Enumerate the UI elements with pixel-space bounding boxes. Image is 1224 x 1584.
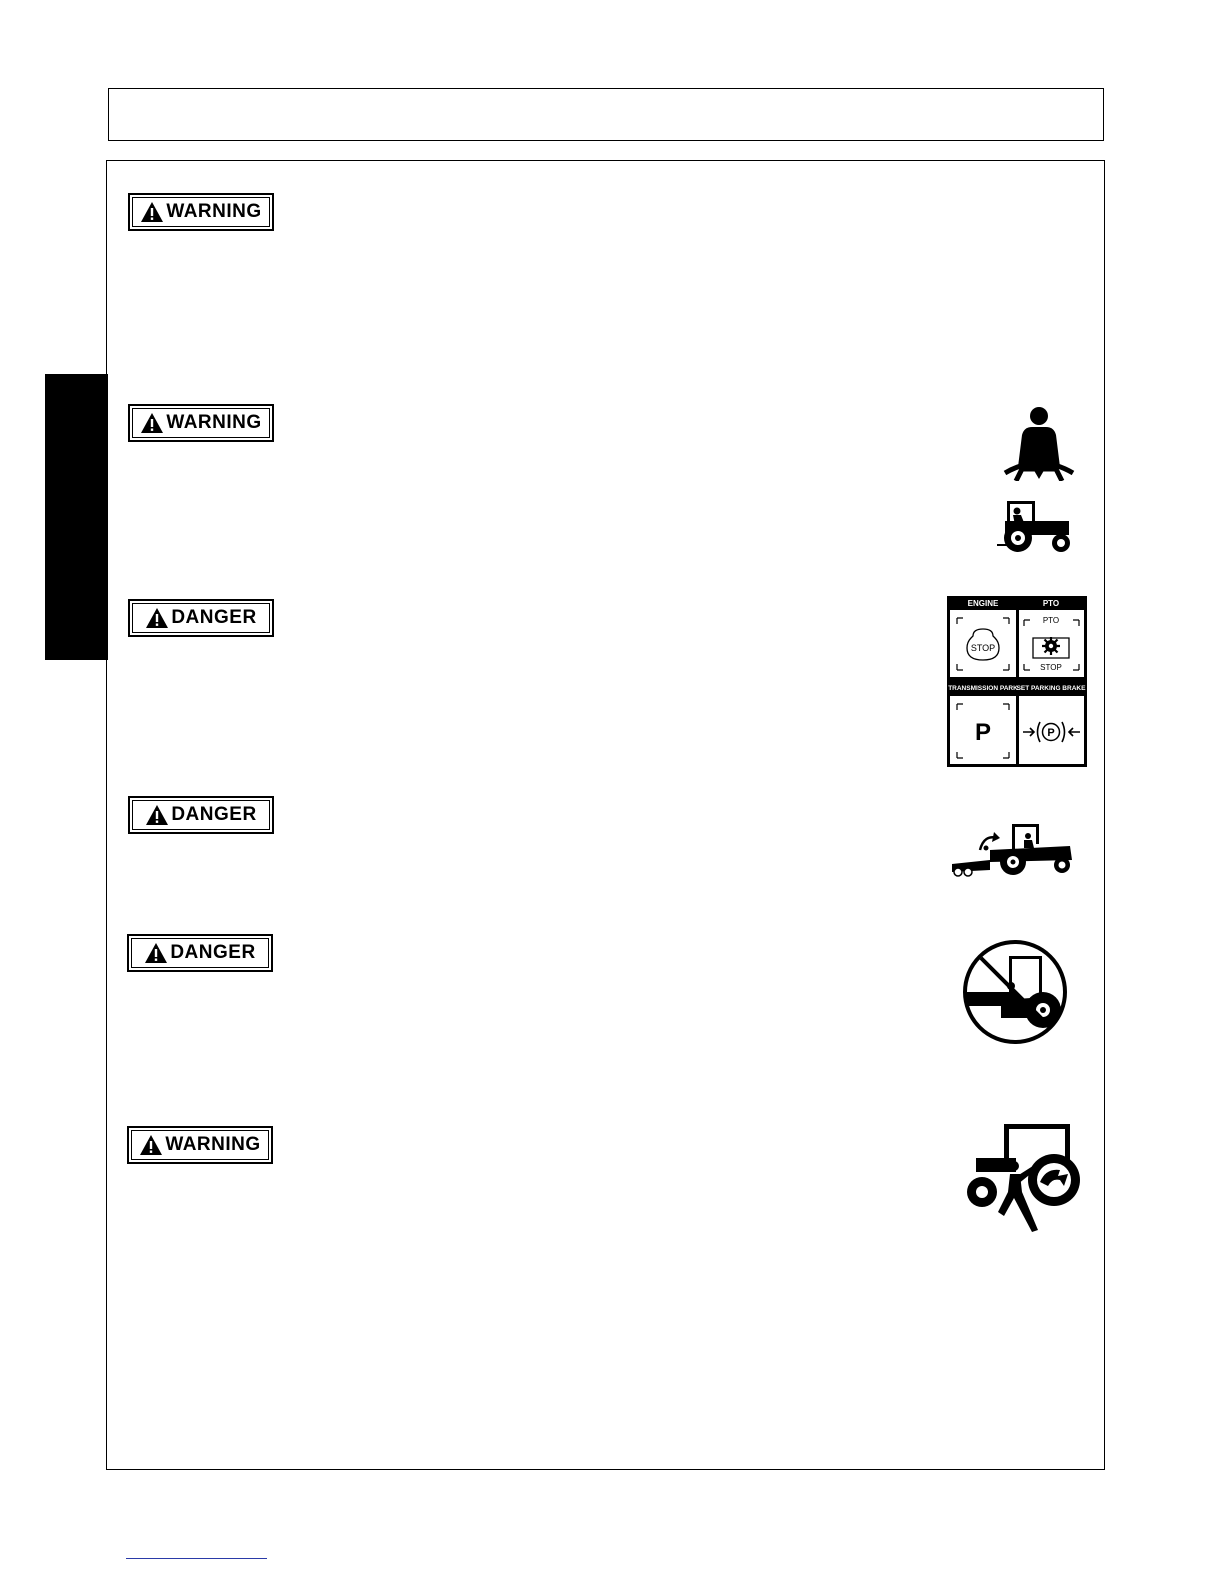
footer-rule bbox=[126, 1558, 267, 1559]
pto-label: PTO bbox=[1042, 599, 1060, 608]
warning-badge bbox=[127, 1126, 273, 1164]
transmission-label: TRANSMISSION PARK bbox=[948, 685, 1018, 692]
alert-triangle-icon bbox=[144, 942, 168, 964]
signal-word: WARNING bbox=[165, 1134, 261, 1155]
warning-badge bbox=[128, 404, 274, 442]
header-box bbox=[108, 88, 1104, 141]
signal-word: DANGER bbox=[171, 607, 257, 628]
section-tab bbox=[45, 374, 108, 660]
signal-word: WARNING bbox=[166, 412, 262, 433]
warning-badge bbox=[128, 193, 274, 231]
runover-hazard-icon bbox=[964, 1122, 1082, 1234]
danger-badge bbox=[127, 934, 273, 972]
tractor-rops-icon bbox=[995, 497, 1075, 557]
danger-badge bbox=[128, 796, 274, 834]
danger-badge bbox=[128, 599, 274, 637]
engine-label: ENGINE bbox=[967, 599, 999, 608]
pto-stop-text: STOP bbox=[1040, 663, 1062, 672]
signal-word: DANGER bbox=[170, 942, 256, 963]
parking-brake-label: SET PARKING BRAKE bbox=[1016, 685, 1086, 692]
alert-triangle-icon bbox=[140, 412, 164, 434]
signal-word: DANGER bbox=[171, 804, 257, 825]
alert-triangle-icon bbox=[139, 1134, 163, 1156]
seatbelt-icon bbox=[1002, 405, 1076, 481]
park-letter: P bbox=[974, 719, 992, 746]
alert-triangle-icon bbox=[145, 804, 169, 826]
pto-inner-label: PTO bbox=[1042, 616, 1060, 625]
shutdown-procedure-icon bbox=[947, 596, 1087, 767]
signal-word: WARNING bbox=[166, 201, 262, 222]
no-riders-icon bbox=[961, 938, 1069, 1046]
alert-triangle-icon bbox=[145, 607, 169, 629]
thrown-object-icon bbox=[950, 820, 1075, 878]
alert-triangle-icon bbox=[140, 201, 164, 223]
brake-letter: P bbox=[1047, 727, 1055, 739]
engine-stop-text: STOP bbox=[970, 643, 996, 653]
